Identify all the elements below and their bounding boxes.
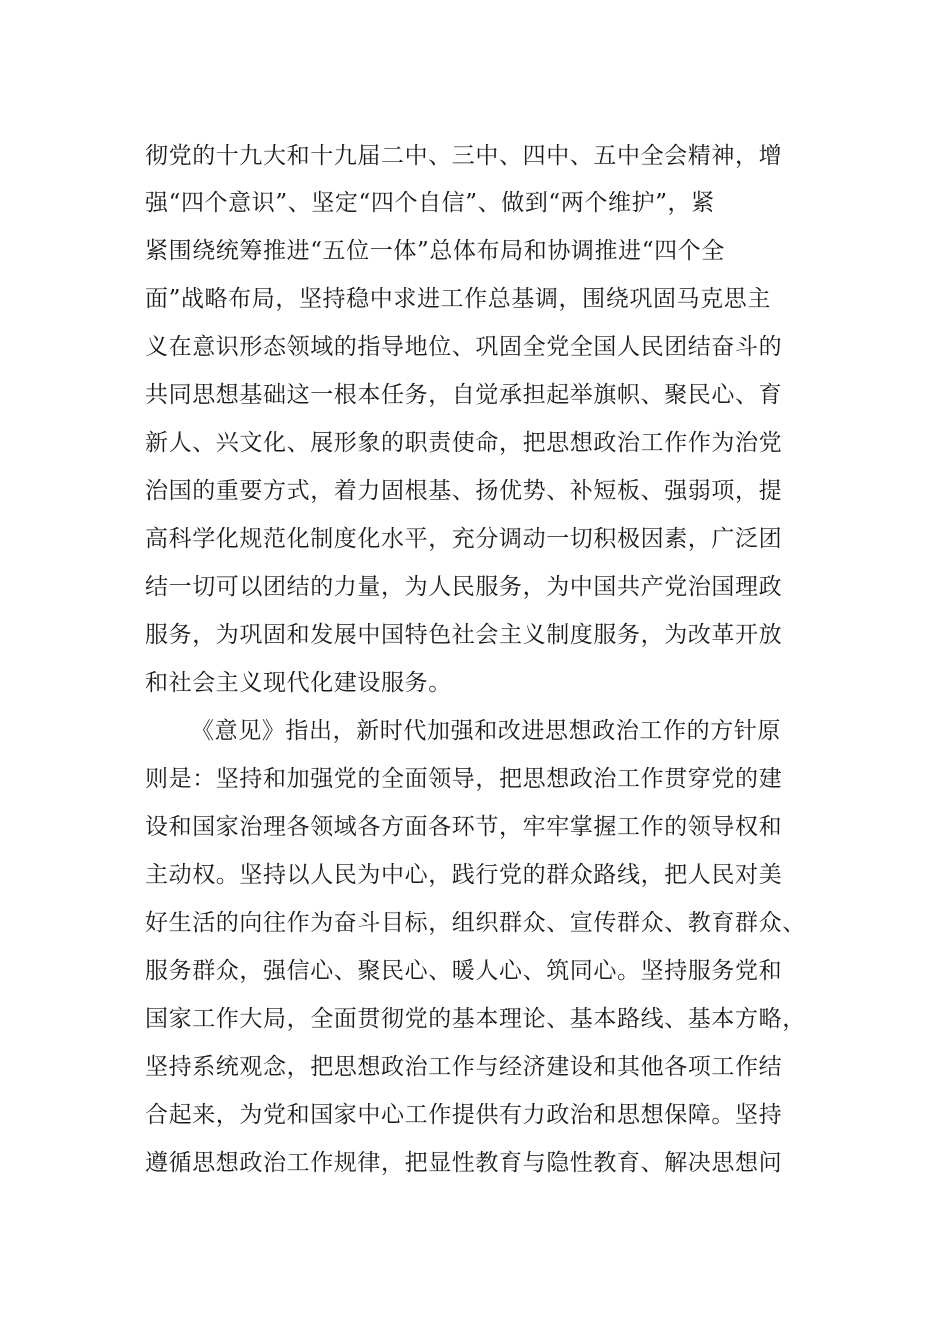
text-line: 新人、兴文化、展形象的职责使命，把思想政治工作作为治党 bbox=[145, 430, 783, 456]
text-line: 紧围绕统筹推进“五位一体”总体布局和协调推进“四个全 bbox=[145, 238, 725, 264]
text-line: 治国的重要方式，着力固根基、扬优势、补短板、强弱项，提 bbox=[145, 478, 783, 504]
text-line: 和社会主义现代化建设服务。 bbox=[145, 670, 452, 696]
text-line: 则是：坚持和加强党的全面领导，把思想政治工作贯穿党的建 bbox=[145, 766, 783, 792]
text-line: 遵循思想政治工作规律，把显性教育与隐性教育、解决思想问 bbox=[145, 1150, 783, 1176]
text-line: 结一切可以团结的力量，为人民服务，为中国共产党治国理政 bbox=[145, 574, 783, 600]
text-line: 国家工作大局，全面贯彻党的基本理论、基本路线、基本方略， bbox=[145, 1006, 806, 1032]
text-line: 服务群众，强信心、聚民心、暖人心、筑同心。坚持服务党和 bbox=[145, 958, 783, 984]
text-line: 彻党的十九大和十九届二中、三中、四中、五中全会精神，增 bbox=[145, 143, 783, 169]
paragraph-first-line: 《意见》指出，新时代加强和改进思想政治工作的方针原 bbox=[191, 718, 781, 744]
text-line: 高科学化规范化制度化水平，充分调动一切积极因素，广泛团 bbox=[145, 526, 783, 552]
text-line: 强“四个意识”、坚定“四个自信”、做到“两个维护”，紧 bbox=[145, 190, 715, 216]
text-line: 面”战略布局，坚持稳中求进工作总基调，围绕巩固马克思主 bbox=[145, 286, 771, 312]
text-line: 合起来，为党和国家中心工作提供有力政治和思想保障。坚持 bbox=[145, 1102, 783, 1128]
text-line: 设和国家治理各领域各方面各环节，牢牢掌握工作的领导权和 bbox=[145, 814, 783, 840]
text-line: 共同思想基础这一根本任务，自觉承担起举旗帜、聚民心、育 bbox=[145, 382, 783, 408]
text-line: 服务，为巩固和发展中国特色社会主义制度服务，为改革开放 bbox=[145, 622, 783, 648]
text-line: 义在意识形态领域的指导地位、巩固全党全国人民团结奋斗的 bbox=[145, 334, 783, 360]
text-line: 坚持系统观念，把思想政治工作与经济建设和其他各项工作结 bbox=[145, 1054, 783, 1080]
text-line: 好生活的向往作为奋斗目标，组织群众、宣传群众、教育群众、 bbox=[145, 910, 806, 936]
text-line: 主动权。坚持以人民为中心，践行党的群众路线，把人民对美 bbox=[145, 862, 783, 888]
